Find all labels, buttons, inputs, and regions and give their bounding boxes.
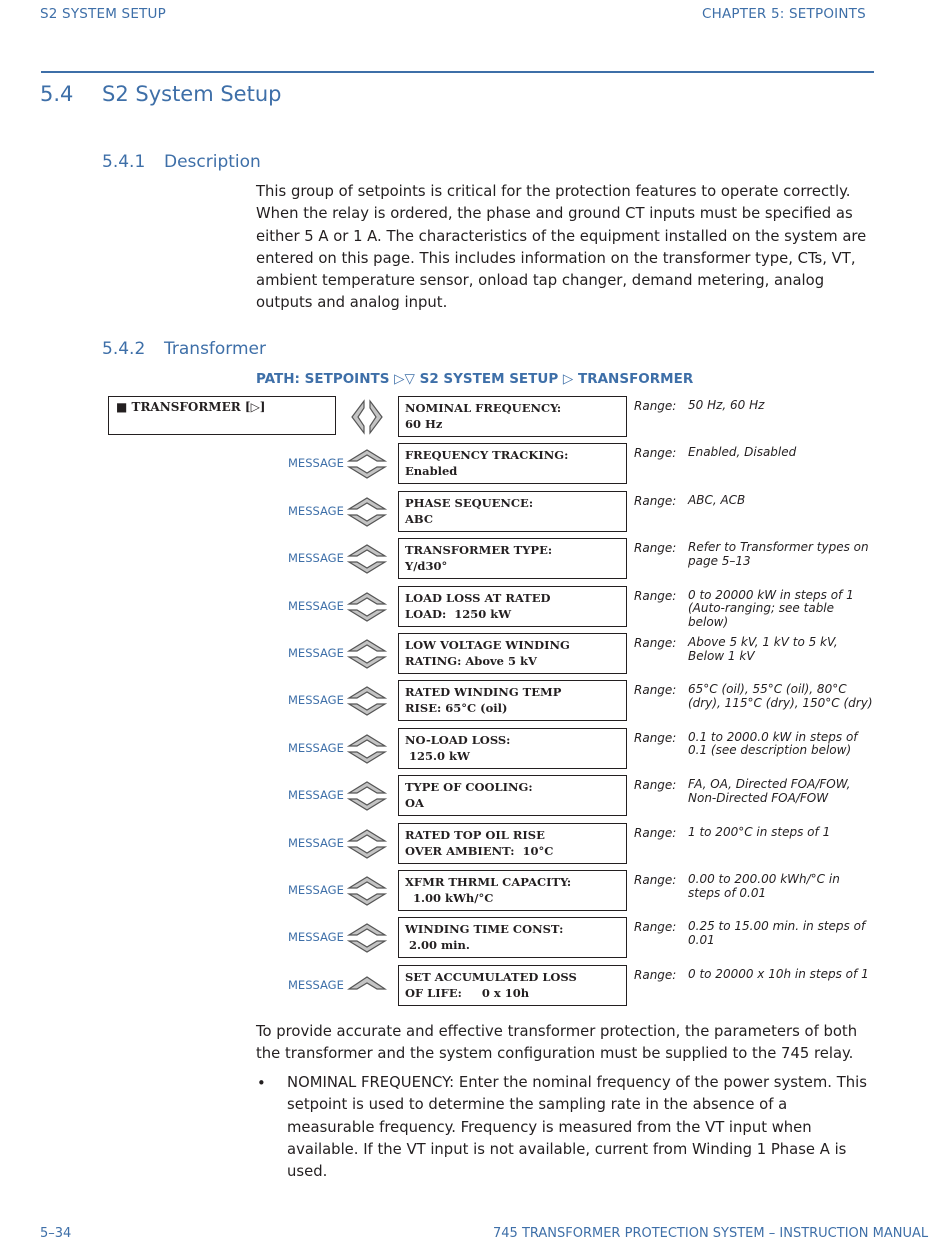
- setpoint-value: 2.00 min.: [405, 938, 470, 953]
- setpoint-display: [398, 396, 627, 437]
- range-value: Refer to Transformer types on page 5–13: [688, 540, 869, 568]
- range-value: 1 to 200°C in steps of 1: [688, 824, 831, 839]
- up-down-arrow-icon: [347, 872, 387, 910]
- setpoint-display: [398, 443, 627, 484]
- setpoint-row: [0, 823, 950, 870]
- range-label: Range:: [634, 446, 677, 461]
- up-arrow-icon: [347, 967, 387, 1005]
- setpoint-name: RATED WINDING TEMP: [405, 685, 562, 700]
- message-label: MESSAGE: [288, 551, 344, 566]
- setpoint-row: [0, 538, 950, 585]
- setpoint-value: Y/d30°: [405, 559, 448, 574]
- setpoint-row: [0, 775, 950, 822]
- setpoint-display: [398, 965, 627, 1006]
- setpoint-value: OVER AMBIENT: 10°C: [405, 843, 554, 858]
- subsection-number-transformer: 5.4.2: [102, 339, 146, 359]
- range-label: Range:: [634, 967, 677, 982]
- setpoint-row: [0, 870, 950, 917]
- range-value: 0.00 to 200.00 kWh/°C in steps of 0.01: [688, 872, 840, 900]
- setpoint-display: [398, 491, 627, 532]
- range-value: Above 5 kV, 1 kV to 5 kV, Below 1 kV: [688, 635, 838, 663]
- setpoint-value: Enabled: [405, 464, 458, 479]
- setpoint-row: [0, 965, 950, 1012]
- up-down-arrow-icon: [347, 445, 387, 483]
- range-value: 0.25 to 15.00 min. in steps of 0.01: [688, 919, 866, 947]
- range-label: Range:: [634, 636, 677, 650]
- setpoint-row: [0, 917, 950, 964]
- range-value: 65°C (oil), 55°C (oil), 80°C (dry), 115°C (dry), 150°C (dry): [688, 682, 873, 710]
- menu-path: PATH: SETPOINTS ▷▽ S2 SYSTEM SETUP ▷ TRANSFORMER: [256, 371, 694, 387]
- transformer-menu-header: ■ TRANSFORMER [▷]: [108, 396, 336, 435]
- range-value: Enabled, Disabled: [688, 445, 797, 460]
- up-down-arrow-icon: [347, 730, 387, 768]
- setpoint-value: RISE: 65°C (oil): [405, 701, 508, 716]
- bullet-term: NOMINAL FREQUENCY: [287, 1074, 450, 1091]
- up-down-arrow-icon: [347, 493, 387, 531]
- range-label: Range:: [634, 730, 677, 745]
- range-label: Range:: [634, 588, 677, 603]
- setpoint-display: [398, 775, 627, 816]
- setpoint-name: RATED TOP OIL RISE: [405, 827, 545, 842]
- setpoint-row: [0, 491, 950, 538]
- setpoint-value: RATING: Above 5 kV: [405, 654, 537, 668]
- range-label: Range:: [634, 399, 677, 413]
- range-label: Range:: [634, 920, 677, 935]
- setpoint-row: [0, 443, 950, 490]
- up-down-arrow-icon: [347, 919, 387, 957]
- setpoint-display: [398, 823, 627, 864]
- setpoint-display: [398, 680, 627, 721]
- setpoint-value: 60 Hz: [405, 417, 443, 431]
- up-down-arrow-icon: [347, 825, 387, 863]
- section-number: 5.4: [40, 82, 74, 106]
- setpoint-name: NO-LOAD LOSS:: [405, 732, 511, 747]
- range-value: 0.1 to 2000.0 kW in steps of 0.1 (see description below): [688, 729, 858, 758]
- subsection-number-description: 5.4.1: [102, 152, 146, 172]
- setpoint-row: [0, 633, 950, 680]
- left-right-arrow-icon: [347, 398, 387, 436]
- range-label: Range:: [634, 873, 677, 887]
- header-rule: [41, 71, 874, 73]
- setpoint-name: FREQUENCY TRACKING:: [405, 448, 569, 463]
- setpoint-value: ABC: [405, 511, 434, 526]
- message-label: MESSAGE: [288, 456, 344, 471]
- setpoint-row: [0, 396, 950, 443]
- setpoint-name: LOAD LOSS AT RATED: [405, 590, 551, 605]
- setpoint-display: [398, 870, 627, 911]
- setpoint-row: [0, 586, 950, 633]
- setpoint-display: [398, 538, 627, 579]
- message-label: MESSAGE: [288, 883, 344, 897]
- message-label: MESSAGE: [288, 835, 344, 850]
- message-label: MESSAGE: [288, 930, 344, 945]
- setpoint-display: [398, 633, 627, 674]
- range-label: Range:: [634, 683, 677, 698]
- up-down-arrow-icon: [347, 540, 387, 578]
- setpoint-display: [398, 728, 627, 769]
- setpoint-row: [0, 728, 950, 775]
- range-value: 0 to 20000 x 10h in steps of 1: [688, 966, 869, 981]
- bullet-text: : Enter the nominal frequency of the power system. This setpoint is used to determine the sampling rate in the absence of a measurable frequency. Frequency is measured from the VT input when available. If the VT input is not available, current from Winding 1 Phase A is used.: [287, 1074, 867, 1181]
- up-down-arrow-icon: [347, 635, 387, 673]
- subsection-title-description: Description: [164, 152, 261, 172]
- section-title: S2 System Setup: [102, 82, 282, 106]
- bullet-paragraph: [287, 1072, 877, 1183]
- message-label: MESSAGE: [288, 693, 344, 708]
- subsection-title-transformer: Transformer: [164, 339, 267, 359]
- range-label: Range:: [634, 493, 677, 508]
- setpoint-name: SET ACCUMULATED LOSS: [405, 969, 577, 984]
- setpoint-value: 1.00 kWh/°C: [405, 891, 494, 905]
- setpoint-row: [0, 680, 950, 727]
- setpoint-name: TRANSFORMER TYPE:: [405, 543, 553, 558]
- setpoint-display: [398, 586, 627, 627]
- setpoint-name: LOW VOLTAGE WINDING: [405, 638, 570, 652]
- message-label: MESSAGE: [288, 740, 344, 755]
- footer-title: 745 TRANSFORMER PROTECTION SYSTEM – INSTRUCTION MANUAL: [493, 1226, 929, 1241]
- up-down-arrow-icon: [347, 682, 387, 720]
- setpoint-name: PHASE SEQUENCE:: [405, 495, 534, 510]
- range-label: Range:: [634, 825, 677, 840]
- bullet-symbol: •: [257, 1075, 266, 1092]
- setpoint-value: LOAD: 1250 kW: [405, 606, 512, 621]
- page-number: 5–34: [40, 1226, 72, 1241]
- range-value: FA, OA, Directed FOA/FOW, Non-Directed FOA/FOW: [688, 777, 851, 805]
- setpoint-name: NOMINAL FREQUENCY:: [405, 401, 562, 415]
- description-paragraph: This group of setpoints is critical for the protection features to operate correctly. When the relay is ordered, the phase and ground CT inputs must be specified as either 5 A or 1 A. The characteristics of the equipment installed on the system are entered on this page. This includes information on the transformer type, CTs, VT, ambient temperature sensor, onload tap changer, demand metering, analog outputs and analog input.: [256, 183, 867, 312]
- setpoint-value: OA: [405, 796, 424, 811]
- running-header-right: CHAPTER 5: SETPOINTS: [702, 6, 866, 22]
- range-label: Range:: [634, 778, 677, 793]
- range-value: 50 Hz, 60 Hz: [688, 398, 765, 412]
- up-down-arrow-icon: [347, 777, 387, 815]
- running-header-left: S2 SYSTEM SETUP: [40, 6, 166, 22]
- setpoint-display: [398, 917, 627, 958]
- message-label: MESSAGE: [288, 646, 344, 660]
- setpoint-name: WINDING TIME CONST:: [405, 922, 564, 937]
- setpoint-value: OF LIFE: 0 x 10h: [405, 985, 530, 1000]
- range-label: Range:: [634, 541, 677, 556]
- message-label: MESSAGE: [288, 503, 344, 518]
- message-label: MESSAGE: [288, 977, 344, 992]
- setpoint-value: 125.0 kW: [405, 748, 470, 763]
- after-paragraph: To provide accurate and effective transformer protection, the parameters of both the transformer and the system configuration must be supplied to the 745 relay.: [256, 1023, 858, 1063]
- message-label: MESSAGE: [288, 598, 344, 613]
- up-down-arrow-icon: [347, 588, 387, 626]
- setpoint-name: XFMR THRML CAPACITY:: [405, 875, 572, 889]
- setpoint-name: TYPE OF COOLING:: [405, 780, 533, 795]
- message-label: MESSAGE: [288, 788, 344, 803]
- range-value: ABC, ACB: [688, 492, 746, 507]
- range-value: 0 to 20000 kW in steps of 1 (Auto-ranging; see table below): [688, 587, 854, 629]
